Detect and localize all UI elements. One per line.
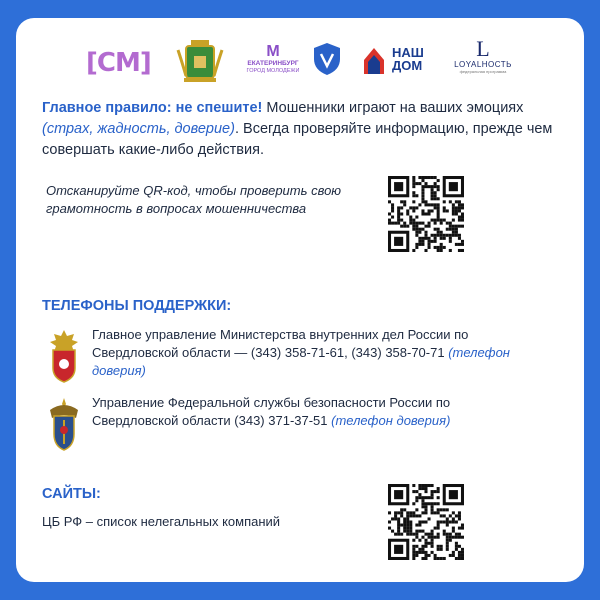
ekaterinburg-coat-of-arms-icon [174, 36, 226, 84]
qr-code-quiz[interactable] [388, 176, 464, 252]
loyalnost-name: LOYALНОСТЬ [454, 60, 512, 69]
qr-prompt: Отсканируйте QR-код, чтобы проверить свою грамотность в вопросах мошенничества [46, 183, 342, 216]
ekb-city-line1: ЕКАТЕРИНБУРГ [247, 60, 299, 67]
ekb-city-mark: M [266, 43, 280, 60]
ekb-city-line2: ГОРОД МОЛОДЕЖИ [246, 68, 300, 74]
loyalnost-letter: L [476, 36, 490, 61]
sites-heading: САЙТЫ: [42, 486, 101, 502]
phones-heading: ТЕЛЕФОНЫ ПОДДЕРЖКИ: [42, 298, 232, 314]
loyalnost-logo [446, 38, 520, 74]
cm-logo [86, 48, 151, 78]
nash-dom-text: НАШ ДОМ [392, 45, 424, 73]
fsb-contact-text: Управление Федеральной службы безопасности России по Свердловской области (343) 371-37-51 [92, 395, 451, 428]
main-rule-text1: Мошенники играют на ваших эмоциях [262, 100, 524, 116]
cm-logo-text: [СМ] [86, 48, 151, 78]
info-card [16, 18, 584, 582]
site-cbr-illegal-companies: ЦБ РФ – список нелегальных компаний [42, 514, 281, 529]
fsb-hotline-label: (телефон доверия) [331, 413, 451, 428]
partner-logos [16, 34, 584, 94]
ekaterinburg-youth-city-logo [238, 44, 308, 75]
mvd-emblem-icon [46, 328, 82, 384]
main-rule-paragraph [42, 98, 562, 161]
nash-dom-logo [362, 44, 434, 76]
main-rule-italic: (страх, жадность, доверие) [42, 121, 235, 137]
loyalnost-sub: федеральная программа [459, 69, 507, 74]
fsb-emblem-icon [46, 396, 82, 452]
main-rule-text2: . Всегда проверяйте информацию, прежде чем совершать какие-либо действия. [42, 121, 553, 158]
qr-code-cbr[interactable] [388, 484, 464, 560]
house-icon [362, 46, 386, 76]
mvd-hotline-label: (телефон доверия) [92, 345, 510, 378]
mvd-contact-text: Главное управление Министерства внутренних дел России по Свердловской области — (343) 358-71-61, (343) 358-70-71 [92, 327, 469, 360]
shield-emblem-icon [312, 42, 342, 76]
main-rule-bold: Главное правило: не спешите! [42, 100, 263, 116]
